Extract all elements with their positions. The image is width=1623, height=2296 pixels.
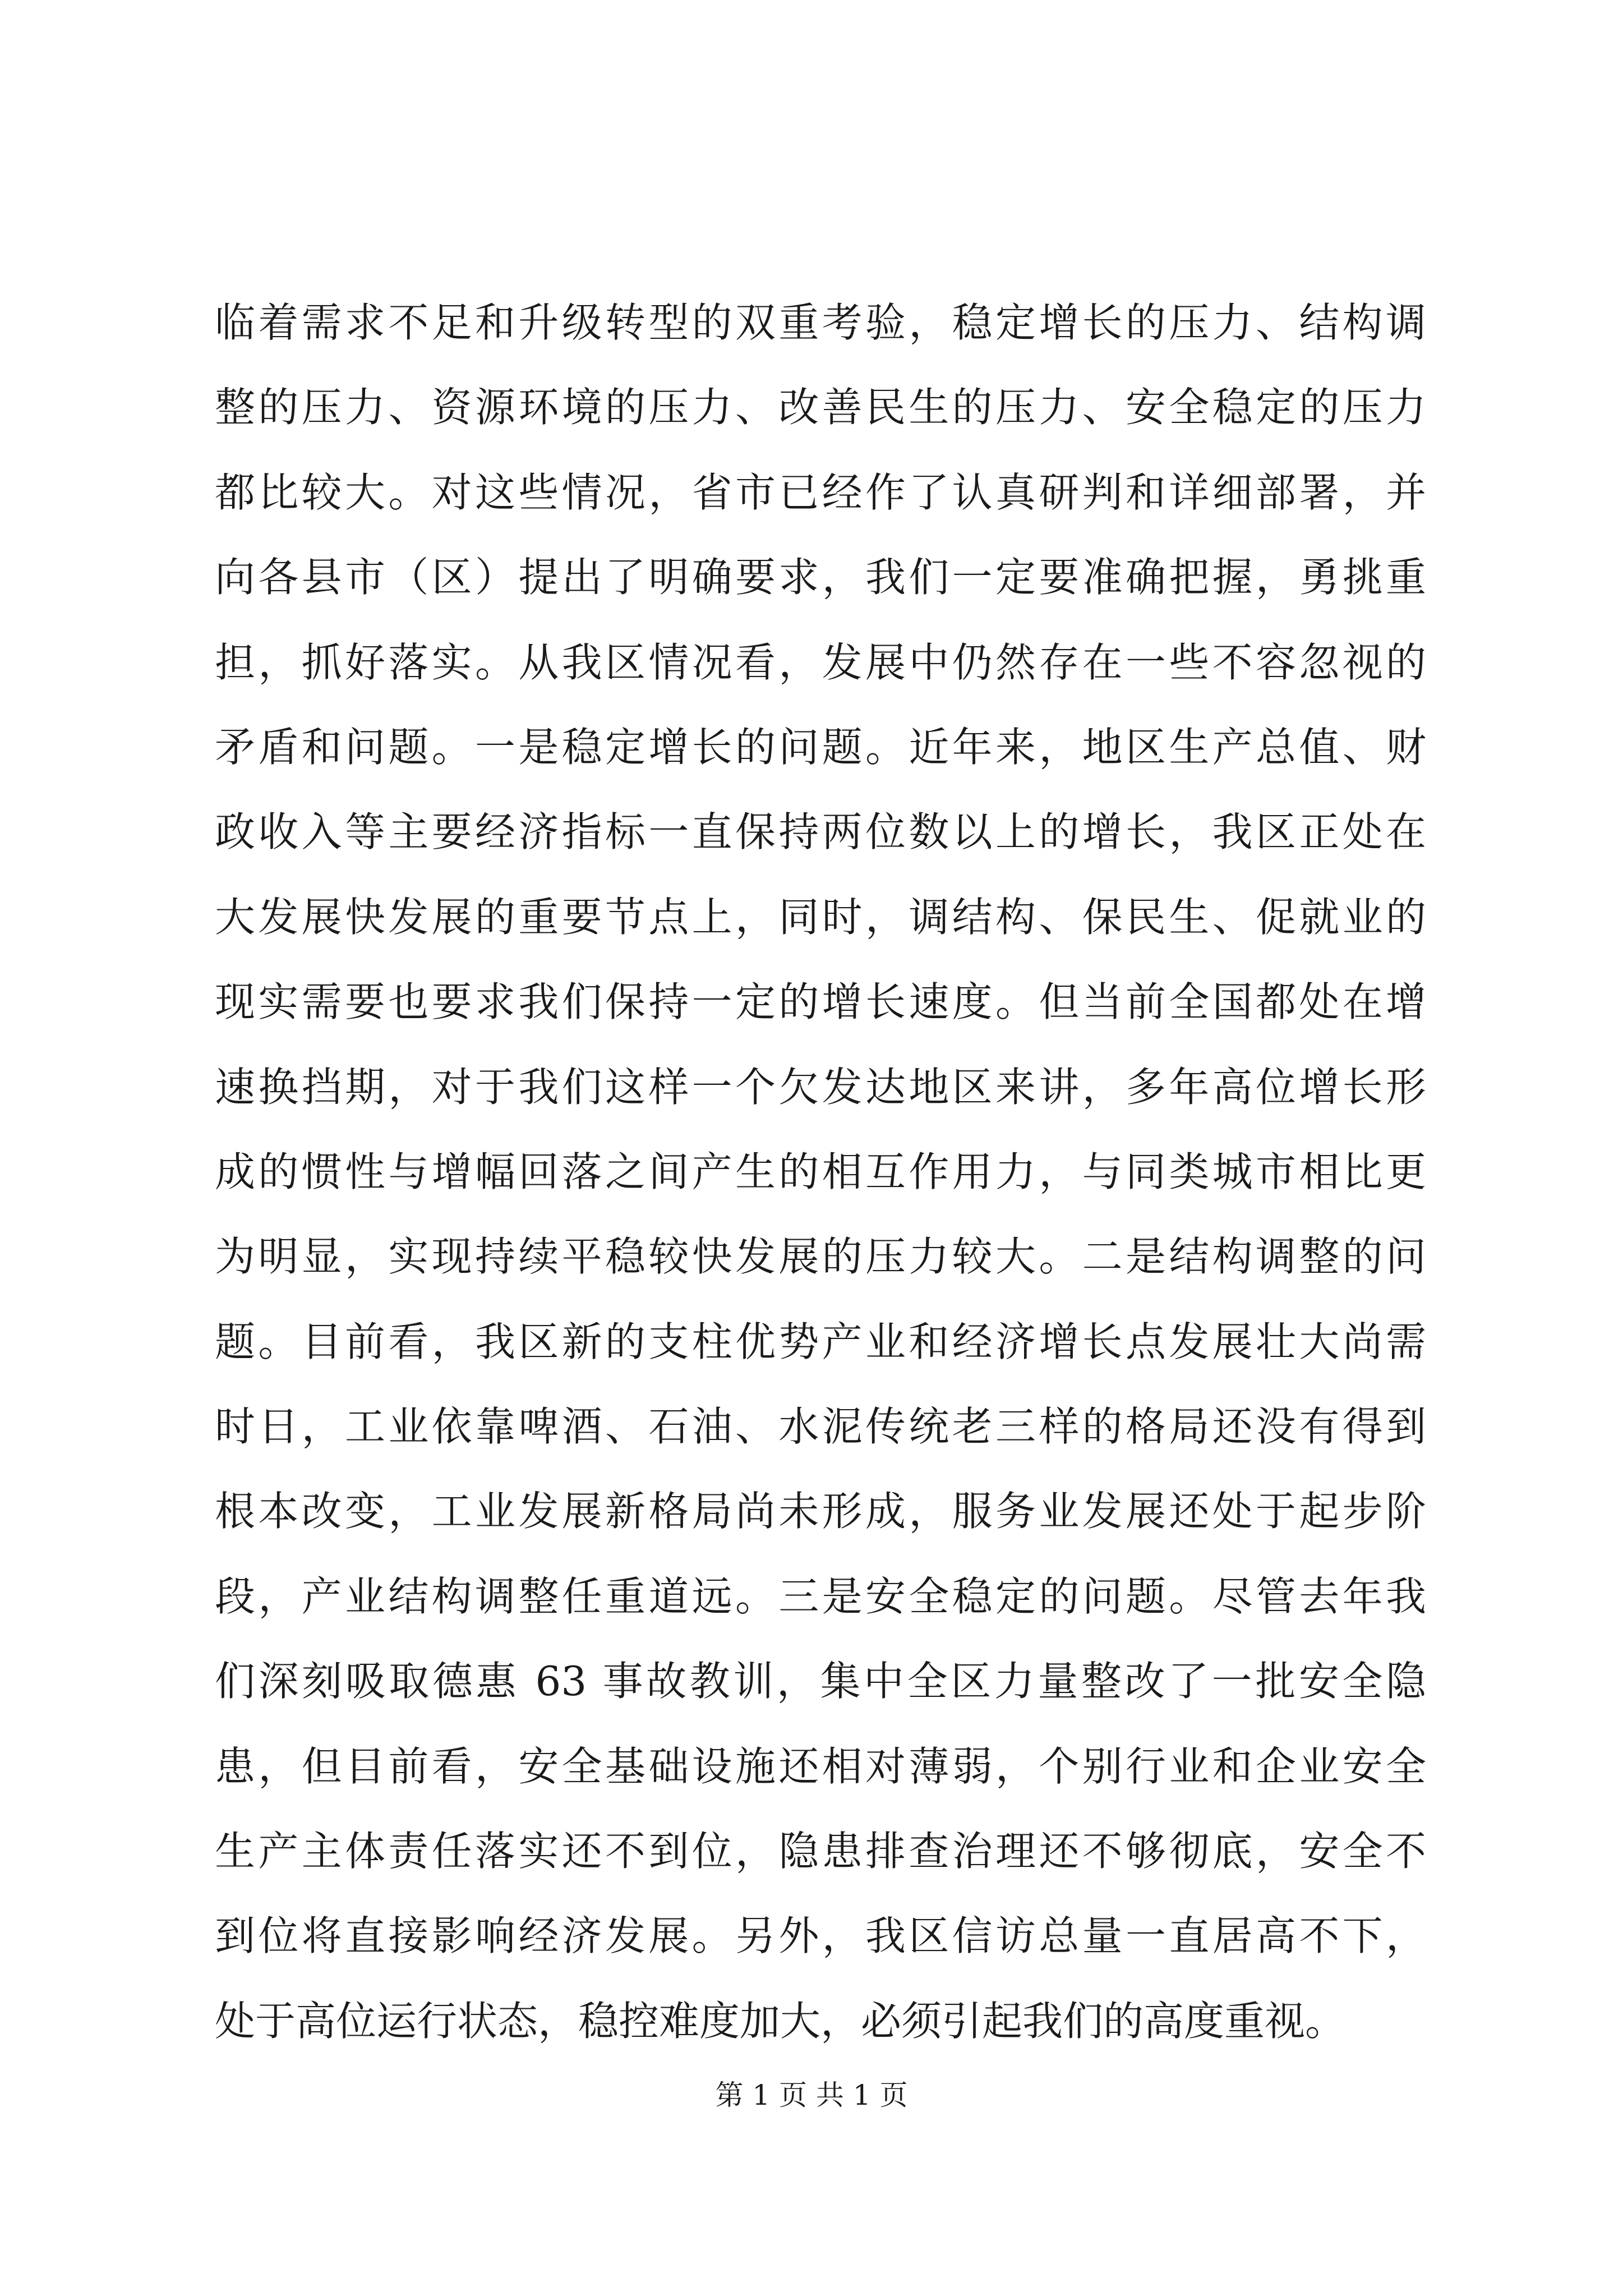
text-line: 现实需要也要求我们保持一定的增长速度。但当前全国都处在增 <box>215 978 1426 1026</box>
text-line: 整的压力、资源环境的压力、改善民生的压力、安全稳定的压力 <box>215 384 1426 431</box>
text-line: 向各县市（区）提出了明确要求，我们一定要准确把握，勇挑重 <box>215 554 1426 601</box>
text-line: 患，但目前看，安全基础设施还相对薄弱，个别行业和企业安全 <box>215 1742 1426 1790</box>
text-line: 速换挡期，对于我们这样一个欠发达地区来讲，多年高位增长形 <box>215 1063 1426 1111</box>
text-line: 临着需求不足和升级转型的双重考验，稳定增长的压力、结构调 <box>215 299 1426 346</box>
text-line: 都比较大。对这些情况，省市已经作了认真研判和详细部署，并 <box>215 468 1426 516</box>
text-line: 政收入等主要经济指标一直保持两位数以上的增长，我区正处在 <box>215 808 1426 856</box>
text-line: 生产主体责任落实还不到位，隐患排查治理还不够彻底，安全不 <box>215 1828 1426 1875</box>
text-line: 大发展快发展的重要节点上，同时，调结构、保民生、促就业的 <box>215 893 1426 941</box>
text-line: 成的惯性与增幅回落之间产生的相互作用力，与同类城市相比更 <box>215 1148 1426 1195</box>
text-line: 到位将直接影响经济发展。另外，我区信访总量一直居高不下， <box>215 1912 1426 1960</box>
page-footer <box>0 2076 1623 2115</box>
page-number-label: 第 1 页 共 1 页 <box>715 2079 908 2111</box>
text-line: 矛盾和问题。一是稳定增长的问题。近年来，地区生产总值、财 <box>215 723 1426 771</box>
body-text <box>215 280 1426 2064</box>
text-line: 时日，工业依靠啤酒、石油、水泥传统老三样的格局还没有得到 <box>215 1403 1426 1451</box>
text-line: 们深刻吸取德惠 63 事故教训，集中全区力量整改了一批安全隐 <box>215 1658 1426 1705</box>
text-line: 题。目前看，我区新的支柱优势产业和经济增长点发展壮大尚需 <box>215 1318 1426 1365</box>
text-line: 段，产业结构调整任重道远。三是安全稳定的问题。尽管去年我 <box>215 1572 1426 1620</box>
text-line: 根本改变，工业发展新格局尚未形成，服务业发展还处于起步阶 <box>215 1488 1426 1535</box>
text-line: 担，抓好落实。从我区情况看，发展中仍然存在一些不容忽视的 <box>215 638 1426 686</box>
text-line: 为明显，实现持续平稳较快发展的压力较大。二是结构调整的问 <box>215 1233 1426 1281</box>
text-line: 处于高位运行状态，稳控难度加大，必须引起我们的高度重视。 <box>215 1997 1346 2045</box>
